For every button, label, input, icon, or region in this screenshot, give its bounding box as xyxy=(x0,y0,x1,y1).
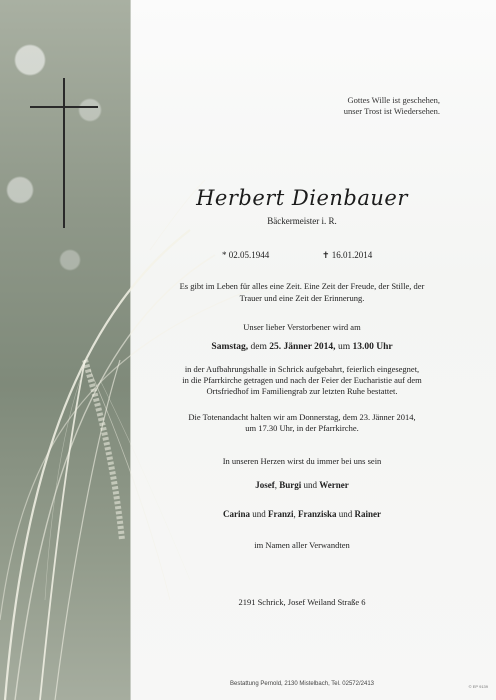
funeral-time: 13.00 Uhr xyxy=(352,342,393,352)
deceased-name: Herbert Dienbauer xyxy=(196,186,408,210)
heart-line: In unseren Herzen wirst du immer bei uns sein xyxy=(222,456,382,466)
burial-paragraph xyxy=(152,364,452,397)
print-code: © EP 9139 xyxy=(468,684,488,689)
motto xyxy=(240,95,440,117)
mourner-name: Josef xyxy=(255,480,275,490)
undertaker-footer: Bestattung Pernold, 2130 Mistelbach, Tel. 02572/2413 xyxy=(230,681,374,687)
deceased-profession: Bäckermeister i. R. xyxy=(267,216,337,226)
mourner-name: Carina xyxy=(222,509,250,519)
burial-line: in der Aufbahrungshalle in Schrick aufgebahrt, feierlich eingesegnet, xyxy=(184,364,420,374)
funeral-day: Samstag, xyxy=(211,342,249,352)
family-group-1: Josef, Burgi und Werner xyxy=(255,480,349,490)
mourner-name: Werner xyxy=(319,480,349,490)
burial-line: in die Pfarrkirche getragen und nach der Feier der Eucharistie auf dem xyxy=(182,375,422,385)
burial-line: Ortsfriedhof im Familiengrab zur letzten Ruhe bestattet. xyxy=(206,386,398,396)
motto-line: unser Trost ist Wiedersehen. xyxy=(343,106,440,116)
prayer-paragraph xyxy=(152,412,452,434)
funeral-date: Samstag, dem 25. Jänner 2014, um 13.00 Uhr xyxy=(211,342,393,352)
family-group-2: Carina und Franzi, Franziska und Rainer xyxy=(222,509,381,519)
quote-line: Es gibt im Leben für alles eine Zeit. Eine Zeit der Freude, der Stille, der xyxy=(179,281,425,291)
quote-line: Trauer und eine Zeit der Erinnerung. xyxy=(239,292,365,303)
motto-line: Gottes Wille ist geschehen, xyxy=(347,95,440,105)
mourner-name: Franzi xyxy=(267,509,294,519)
mourner-name: Rainer xyxy=(354,509,381,519)
cross-icon xyxy=(30,78,98,228)
relatives-line: im Namen aller Verwandten xyxy=(254,540,350,550)
mourner-name: Franziska xyxy=(297,509,337,519)
funeral-date-value: 25. Jänner 2014, xyxy=(269,342,336,352)
prayer-line: um 17.30 Uhr, in der Pfarrkirche. xyxy=(245,423,359,433)
funeral-intro: Unser lieber Verstorbener wird am xyxy=(243,322,361,332)
quote-paragraph xyxy=(152,281,452,304)
prayer-line: Die Totenandacht halten wir am Donnerstag, dem 23. Jänner 2014, xyxy=(188,412,416,422)
birth-date: * 02.05.1944 xyxy=(222,250,270,260)
death-date: ✝ 16.01.2014 xyxy=(322,250,373,260)
mourner-name: Burgi xyxy=(279,480,302,490)
family-address: 2191 Schrick, Josef Weiland Straße 6 xyxy=(238,597,366,607)
